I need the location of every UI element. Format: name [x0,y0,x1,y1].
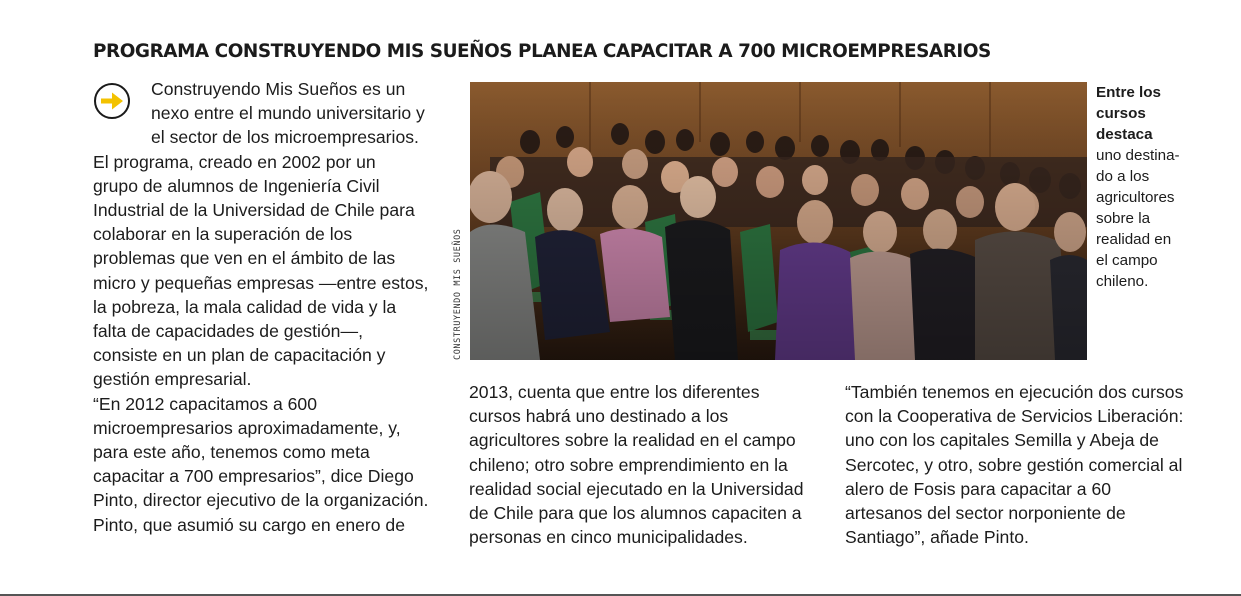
body-line: personas en cinco municipalidades. [469,527,748,548]
body-line: microempresarios aproximadamente, y, [93,417,401,438]
body-line: falta de capacidades de gestión—, [93,321,363,342]
body-line: grupo de alumnos de Ingeniería Civil [93,175,380,196]
caption-bold: Entre los cursos destaca [1096,84,1161,143]
body-line: “También tenemos en ejecución dos cursos [845,382,1184,402]
body-line: la pobreza, la mala calidad de vida y la [93,296,397,317]
body-line: Sercotec, y otro, sobre gestión comercial al [845,454,1183,475]
body-line: gestión empresarial. [93,369,252,390]
body-line: artesanos del sector norponiente de [845,503,1126,524]
article-column-3 [845,380,1183,549]
body-line: Industrial de la Universidad de Chile para [93,200,415,221]
body-line: el sector de los microempresarios. [151,127,419,148]
body-line: alero de Fosis para capacitar a 60 [845,478,1112,499]
body-line: nexo entre el mundo universitario y [151,103,425,124]
body-line: chileno; otro sobre emprendimiento en la [469,454,788,475]
body-line: 2013, cuenta que entre los diferentes [469,382,760,402]
body-line: Santiago”, añade Pinto. [845,527,1029,548]
body-line: para este año, tenemos como meta [93,442,370,463]
audience-photo [470,82,1087,360]
article-column-1 [93,77,428,537]
body-line: agricultores sobre la realidad en el campo [469,430,796,451]
body-line: Pinto, director ejecutivo de la organización. [93,490,429,511]
article-headline: PROGRAMA CONSTRUYENDO MIS SUEÑOS PLANEA CAPACITAR A 700 MICROEMPRESARIOS [93,41,991,62]
body-line: El programa, creado en 2002 por un [93,151,376,172]
photo-caption [1096,82,1236,292]
body-line: problemas que ven en el ámbito de las [93,248,396,269]
body-line: micro y pequeñas empresas —entre estos, [93,272,429,293]
body-line: Pinto, que asumió su cargo en enero de [93,514,406,535]
body-line: cursos habrá uno destinado a los [469,406,729,427]
body-line: capacitar a 700 empresarios”, dice Diego [93,466,414,487]
body-line: de Chile para que los alumnos capaciten a [469,503,802,524]
body-line: consiste en un plan de capacitación y [93,345,386,366]
body-line: Construyendo Mis Sueños es un [151,79,406,99]
body-line: “En 2012 capacitamos a 600 [93,393,317,414]
body-line: realidad social ejecutado en la Universidad [469,478,804,499]
body-line: colaborar en la superación de los [93,224,353,245]
article-column-2 [469,380,804,549]
body-line: con la Cooperativa de Servicios Liberación: [845,406,1184,427]
body-line: uno con los capitales Semilla y Abeja de [845,430,1159,451]
photo-credit: CONSTRUYENDO MIS SUEÑOS [453,228,463,360]
caption-body: uno destina- do a los agricultores sobre la realidad en el campo chileno. [1096,147,1180,290]
